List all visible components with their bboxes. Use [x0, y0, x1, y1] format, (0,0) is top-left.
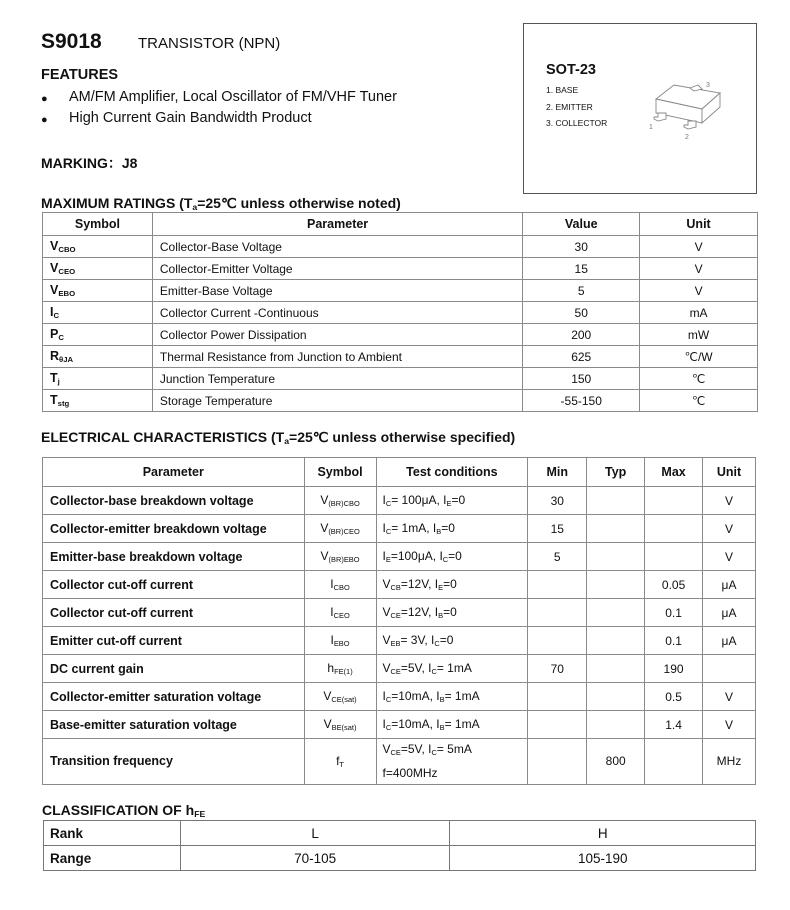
unit-cell: μA [703, 571, 756, 599]
symbol-cell: $V_{(BR)CBO}$ [304, 487, 376, 515]
min-cell: 30 [528, 487, 587, 515]
typ-cell [587, 515, 645, 543]
condition-cell: $V_{CE}=12V$, $I_B=0$ [376, 599, 528, 627]
symbol-cell: $V_{CBO}$ [43, 236, 153, 258]
parameter-cell: DC current gain [43, 655, 305, 683]
symbol-cell: $P_C$ [43, 324, 153, 346]
symbol-cell: $V_{CEO}$ [43, 258, 153, 280]
parameter-cell: Collector cut-off current [43, 571, 305, 599]
table-row [43, 711, 756, 739]
table-row [43, 236, 758, 258]
max-cell [645, 543, 703, 571]
condition-cell: $V_{EB}= 3V$, $I_C=0$ [376, 627, 528, 655]
parameter-cell: Collector-emitter breakdown voltage [43, 515, 305, 543]
bullet-icon: ● [41, 114, 48, 126]
max-cell: 0.5 [645, 683, 703, 711]
table-row [43, 655, 756, 683]
unit-cell: V [640, 258, 758, 280]
typ-cell [587, 599, 645, 627]
symbol-cell: $T_j$ [43, 368, 153, 390]
parameter-cell: Collector-base breakdown voltage [43, 487, 305, 515]
features-heading: FEATURES [41, 67, 119, 83]
unit-cell: ℃/W [640, 346, 758, 368]
table-row [43, 258, 758, 280]
max-cell: 0.1 [645, 627, 703, 655]
table-row [43, 739, 756, 785]
table-row [43, 487, 756, 515]
unit-cell: V [703, 683, 756, 711]
parameter-cell: Collector-Base Voltage [152, 236, 522, 258]
typ-cell [587, 711, 645, 739]
condition-cell: $V_{CE}=5V$, $I_C= 1mA$ [376, 655, 528, 683]
min-cell [528, 739, 587, 785]
table-row [43, 346, 758, 368]
feature-text: AM/FM Amplifier, Local Oscillator of FM/VHF Tuner [69, 89, 397, 105]
value-cell: 15 [523, 258, 640, 280]
parameter-cell: Junction Temperature [152, 368, 522, 390]
parameter-cell: Collector Power Dissipation [152, 324, 522, 346]
pin-label: 1. BASE [546, 85, 579, 95]
max-cell: 0.1 [645, 599, 703, 627]
marking-value: J8 [121, 155, 138, 171]
condition-cell: $V_{CB}=12V$, $I_E=0$ [376, 571, 528, 599]
parameter-cell: Collector cut-off current [43, 599, 305, 627]
range-cell: 105-190 [450, 846, 756, 871]
parameter-cell: Storage Temperature [152, 390, 522, 412]
table-row [43, 571, 756, 599]
symbol-cell: $I_C$ [43, 302, 153, 324]
table-header-row [43, 458, 756, 487]
device-type: TRANSISTOR (NPN) [138, 35, 281, 52]
table-row [43, 627, 756, 655]
package-box [523, 23, 757, 194]
unit-cell: V [703, 543, 756, 571]
parameter-cell: Emitter-base breakdown voltage [43, 543, 305, 571]
value-cell: -55-150 [523, 390, 640, 412]
min-cell [528, 711, 587, 739]
classification-table [43, 820, 756, 871]
parameter-cell: Emitter-Base Voltage [152, 280, 522, 302]
max-cell: 0.05 [645, 571, 703, 599]
svg-text:2: 2 [685, 134, 689, 141]
electrical-table [42, 457, 756, 785]
unit-cell: mA [640, 302, 758, 324]
rank-cell: H [450, 821, 756, 846]
min-cell: 5 [528, 543, 587, 571]
max-cell [645, 487, 703, 515]
typ-cell [587, 571, 645, 599]
condition-cell: $I_C=10mA$, $I_B= 1mA$ [376, 683, 528, 711]
symbol-cell: $T_{stg}$ [43, 390, 153, 412]
table-row [43, 543, 756, 571]
table-row [43, 302, 758, 324]
table-row [43, 324, 758, 346]
symbol-cell: $h_{FE(1)}$ [304, 655, 376, 683]
column-header: Unit [640, 213, 758, 236]
symbol-cell: $V_{CE(sat)}$ [304, 683, 376, 711]
column-header: Max [645, 458, 703, 487]
max-cell [645, 739, 703, 785]
value-cell: 150 [523, 368, 640, 390]
typ-cell [587, 487, 645, 515]
parameter-cell: Collector-Emitter Voltage [152, 258, 522, 280]
unit-cell: ℃ [640, 368, 758, 390]
symbol-cell: $f_T$ [304, 739, 376, 785]
min-cell: 70 [528, 655, 587, 683]
max-cell: 190 [645, 655, 703, 683]
table-row [43, 599, 756, 627]
table-row [43, 390, 758, 412]
min-cell [528, 683, 587, 711]
typ-cell: 800 [587, 739, 645, 785]
column-header: Parameter [43, 458, 305, 487]
max-cell: 1.4 [645, 711, 703, 739]
rank-row [44, 821, 756, 846]
unit-cell: V [640, 280, 758, 302]
table-header-row [43, 213, 758, 236]
unit-cell: μA [703, 627, 756, 655]
column-header: Test conditions [376, 458, 528, 487]
column-header: Typ [587, 458, 645, 487]
bullet-icon: ● [41, 93, 48, 105]
parameter-cell: Emitter cut-off current [43, 627, 305, 655]
column-header: Parameter [152, 213, 522, 236]
pin-label: 3. COLLECTOR [546, 118, 608, 128]
min-cell [528, 571, 587, 599]
marking-label: MARKING： [41, 155, 122, 171]
svg-text:3: 3 [706, 82, 710, 89]
max-ratings-table [42, 212, 758, 412]
max-ratings-heading: MAXIMUM RATINGS ($T_a=25℃$ unless otherwise noted) [41, 195, 401, 213]
parameter-cell: Collector-emitter saturation voltage [43, 683, 305, 711]
min-cell [528, 599, 587, 627]
typ-cell [587, 627, 645, 655]
package-name: SOT-23 [546, 62, 596, 78]
range-label: Range [44, 846, 181, 871]
rank-cell: L [180, 821, 450, 846]
column-header: Symbol [43, 213, 153, 236]
symbol-cell: $I_{CEO}$ [304, 599, 376, 627]
table-row [43, 515, 756, 543]
sot23-package-icon [644, 79, 734, 149]
table-row [43, 280, 758, 302]
feature-item [41, 110, 312, 130]
min-cell [528, 627, 587, 655]
column-header: Unit [703, 458, 756, 487]
table-row [43, 683, 756, 711]
unit-cell: μA [703, 599, 756, 627]
marking [41, 153, 137, 173]
unit-cell: V [703, 515, 756, 543]
symbol-cell: $V_{EBO}$ [43, 280, 153, 302]
symbol-cell: $V_{(BR)CEO}$ [304, 515, 376, 543]
min-cell: 15 [528, 515, 587, 543]
typ-cell [587, 543, 645, 571]
parameter-cell: Transition frequency [43, 739, 305, 785]
unit-cell: ℃ [640, 390, 758, 412]
column-header: Symbol [304, 458, 376, 487]
parameter-cell: Collector Current -Continuous [152, 302, 522, 324]
classification-heading: CLASSIFICATION OF $h_{FE}$ [42, 802, 206, 820]
parameter-cell: Thermal Resistance from Junction to Ambient [152, 346, 522, 368]
value-cell: 200 [523, 324, 640, 346]
table-row [43, 368, 758, 390]
symbol-cell: $R_{\theta JA}$ [43, 346, 153, 368]
symbol-cell: $I_{CBO}$ [304, 571, 376, 599]
value-cell: 50 [523, 302, 640, 324]
value-cell: 5 [523, 280, 640, 302]
condition-cell: $I_E=100\mu A$, $I_C=0$ [376, 543, 528, 571]
max-cell [645, 515, 703, 543]
typ-cell [587, 655, 645, 683]
typ-cell [587, 683, 645, 711]
symbol-cell: $I_{EBO}$ [304, 627, 376, 655]
range-row [44, 846, 756, 871]
symbol-cell: $V_{BE(sat)}$ [304, 711, 376, 739]
range-cell: 70-105 [180, 846, 450, 871]
value-cell: 625 [523, 346, 640, 368]
pin-label: 2. EMITTER [546, 102, 593, 112]
unit-cell: mW [640, 324, 758, 346]
svg-text:1: 1 [649, 124, 653, 131]
feature-item [41, 89, 397, 109]
condition-cell: $I_C= 1mA$, $I_B=0$ [376, 515, 528, 543]
unit-cell [703, 655, 756, 683]
unit-cell: V [703, 711, 756, 739]
unit-cell: MHz [703, 739, 756, 785]
column-header: Min [528, 458, 587, 487]
unit-cell: V [703, 487, 756, 515]
part-number: S9018 [41, 30, 102, 53]
column-header: Value [523, 213, 640, 236]
condition-cell: $V_{CE}=5V$, $I_C= 5mA$ f=400MHz [376, 739, 528, 785]
symbol-cell: $V_{(BR)EBO}$ [304, 543, 376, 571]
rank-label: Rank [44, 821, 181, 846]
value-cell: 30 [523, 236, 640, 258]
condition-cell: $I_C=10mA$, $I_B= 1mA$ [376, 711, 528, 739]
feature-text: High Current Gain Bandwidth Product [69, 110, 312, 126]
unit-cell: V [640, 236, 758, 258]
condition-cell: $I_C= 100\mu A$, $I_E=0$ [376, 487, 528, 515]
parameter-cell: Base-emitter saturation voltage [43, 711, 305, 739]
electrical-heading: ELECTRICAL CHARACTERISTICS ($T_a=25℃$ unless otherwise specified) [41, 429, 516, 447]
